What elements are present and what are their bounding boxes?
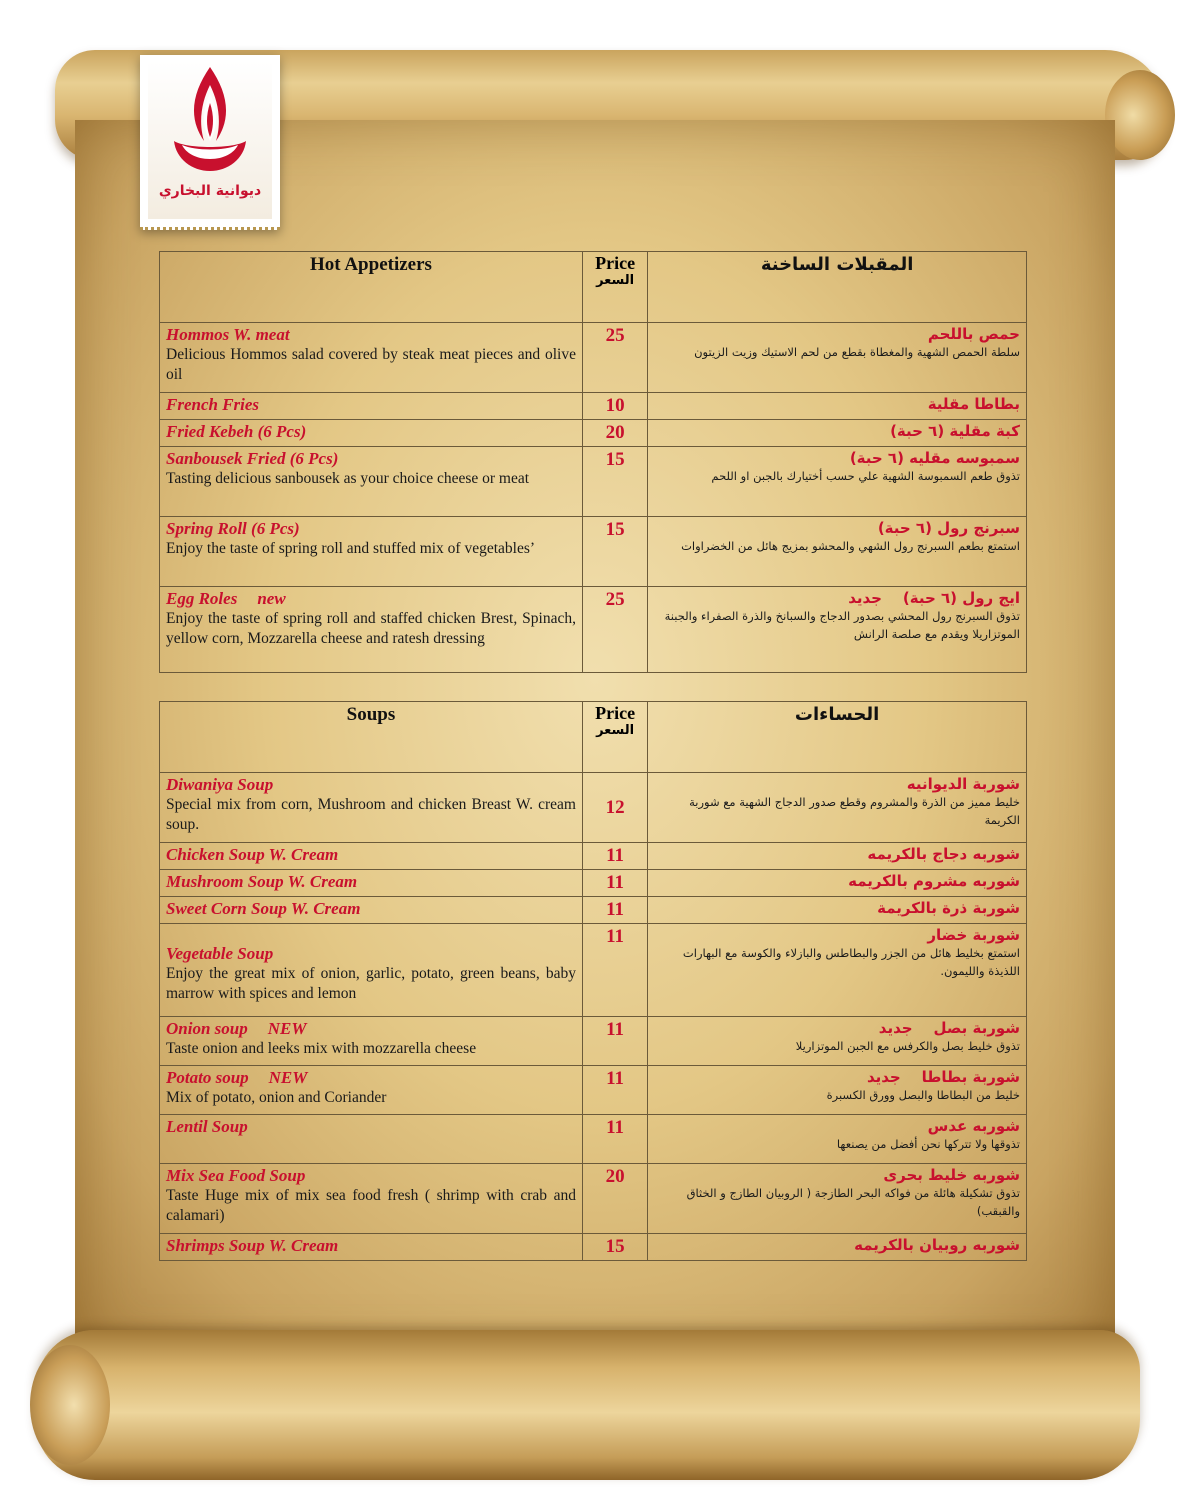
item-desc: Enjoy the great mix of onion, garlic, potato, green beans, baby marrow with spices and lemon bbox=[166, 965, 576, 1003]
item-name-ar-row bbox=[654, 589, 1020, 607]
new-badge-ar: جديد bbox=[866, 1068, 901, 1086]
item-desc: Enjoy the taste of spring roll and stuffed mix of vegetables’ bbox=[166, 540, 536, 557]
lamp-flame-icon bbox=[162, 63, 258, 183]
menu-item bbox=[160, 323, 1027, 393]
price-label: Price bbox=[595, 703, 636, 723]
item-name-ar: شوربة الديوانيه bbox=[906, 775, 1020, 793]
item-name: Shrimps Soup W. Cream bbox=[166, 1236, 339, 1255]
item-price: 11 bbox=[582, 897, 647, 924]
item-desc: Delicious Hommos salad covered by steak meat pieces and olive oil bbox=[166, 346, 576, 384]
item-desc: Mix of potato, onion and Coriander bbox=[166, 1089, 387, 1106]
menu-item bbox=[160, 843, 1027, 870]
item-name-ar: شوربه مشروم بالكريمه bbox=[848, 872, 1020, 890]
item-name-ar: سبرنج رول (٦ حبة) bbox=[877, 519, 1020, 537]
item-name-row bbox=[166, 1019, 576, 1039]
price-label: Price bbox=[595, 253, 636, 273]
item-name: Onion soup bbox=[166, 1019, 248, 1038]
item-desc-ar: تذوق تشكيلة هائلة من فواكه البحر الطازجة ( الروبيان الطازج و الخثاق والقبقب) bbox=[686, 1186, 1020, 1219]
item-name: Hommos W. meat bbox=[166, 325, 290, 344]
item-name-ar: شوربة بطاطا bbox=[921, 1068, 1020, 1086]
item-name-row bbox=[166, 1068, 576, 1088]
item-desc-ar: تذوق خليط بصل والكرفس مع الجبن الموتزاريلا bbox=[795, 1039, 1020, 1053]
item-price: 25 bbox=[582, 323, 647, 393]
menu-item bbox=[160, 420, 1027, 447]
item-price: 11 bbox=[582, 1115, 647, 1164]
new-badge-ar: جديد bbox=[848, 589, 882, 607]
item-name: Vegetable Soup bbox=[166, 944, 274, 963]
item-name-ar: شوربة ذرة بالكريمة bbox=[877, 899, 1020, 917]
item-name-ar: شوربة خضار bbox=[927, 926, 1020, 944]
scroll-bottom-roll bbox=[35, 1330, 1140, 1480]
item-name: Chicken Soup W. Cream bbox=[166, 845, 339, 864]
section-header bbox=[160, 252, 1027, 323]
item-price: 12 bbox=[582, 773, 647, 843]
item-name-ar: سمبوسه مقليه (٦ حبة) bbox=[849, 449, 1020, 467]
item-name: Spring Roll (6 Pcs) bbox=[166, 519, 300, 538]
item-price: 11 bbox=[582, 843, 647, 870]
menu-item bbox=[160, 924, 1027, 1017]
item-desc-ar: تذوق طعم السمبوسة الشهية علي حسب أختيارك بالجبن او اللحم bbox=[711, 469, 1020, 483]
item-desc-ar: خليط من البطاطا والبصل وورق الكسبرة bbox=[826, 1088, 1020, 1102]
new-badge: new bbox=[257, 589, 286, 608]
menu-item bbox=[160, 1017, 1027, 1066]
item-desc: Tasting delicious sanbousek as your choice cheese or meat bbox=[166, 470, 530, 487]
item-desc-ar: استمتع بطعم السبرنج رول الشهي والمحشو بمزيج هائل من الخضراوات bbox=[681, 539, 1020, 553]
menu-item bbox=[160, 897, 1027, 924]
new-badge-ar: جديد bbox=[878, 1019, 913, 1037]
item-desc-ar: استمتع بخليط هائل من الجزر والبطاطس والبازلاء والكوسة مع البهارات اللذيذة والليمون. bbox=[682, 946, 1020, 979]
menu-item bbox=[160, 447, 1027, 517]
section-header bbox=[160, 702, 1027, 773]
menu-item bbox=[160, 1234, 1027, 1261]
section-title-en: Hot Appetizers bbox=[160, 252, 583, 323]
item-name: Mushroom Soup W. Cream bbox=[166, 872, 358, 891]
item-name-ar: كبة مقلية (٦ حبة) bbox=[890, 422, 1020, 440]
hot-appetizers-table bbox=[159, 251, 1027, 673]
item-name-ar: شوربه روبيان بالكريمه bbox=[854, 1236, 1020, 1254]
menu-item bbox=[160, 1066, 1027, 1115]
item-name: Sanbousek Fried (6 Pcs) bbox=[166, 449, 339, 468]
item-name: Lentil Soup bbox=[166, 1117, 248, 1136]
item-name-ar: ايج رول (٦ حبة) bbox=[902, 589, 1020, 607]
item-name-ar: شوربة بصل bbox=[933, 1019, 1020, 1037]
item-name-ar: شوربه عدس bbox=[927, 1117, 1020, 1135]
menu-item bbox=[160, 517, 1027, 587]
item-name-row bbox=[166, 589, 576, 609]
item-name-ar: شوربه خليط بحرى bbox=[883, 1166, 1020, 1184]
menu-item bbox=[160, 773, 1027, 843]
menu-item bbox=[160, 870, 1027, 897]
section-title-ar: المقبلات الساخنة bbox=[648, 252, 1027, 323]
new-badge: NEW bbox=[268, 1068, 308, 1087]
item-name-ar: حمص باللحم bbox=[927, 325, 1020, 343]
item-price: 11 bbox=[582, 870, 647, 897]
item-desc: Taste Huge mix of mix sea food fresh ( shrimp with crab and calamari) bbox=[166, 1187, 576, 1225]
item-price: 20 bbox=[582, 420, 647, 447]
item-name: French Fries bbox=[166, 395, 260, 414]
item-name: Mix Sea Food Soup bbox=[166, 1166, 306, 1185]
item-desc: Taste onion and leeks mix with mozzarella cheese bbox=[166, 1040, 477, 1057]
item-price: 10 bbox=[582, 393, 647, 420]
item-price: 11 bbox=[582, 1066, 647, 1115]
logo-text: ديوانية البخاري bbox=[158, 183, 262, 199]
item-name: Egg Roles bbox=[166, 589, 238, 608]
item-price: 20 bbox=[582, 1164, 647, 1234]
price-header bbox=[582, 702, 647, 773]
item-desc-ar: خليط مميز من الذرة والمشروم وقطع صدور الدجاج الشهية مع شوربة الكريمة bbox=[689, 795, 1020, 828]
item-desc-ar: تذوق السبرنج رول المحشي بصدور الدجاج والسبانخ والذرة الصفراء والجبنة الموتزاريلا ويقدم مع صلصة الرانش bbox=[664, 609, 1020, 642]
item-name: Diwaniya Soup bbox=[166, 775, 274, 794]
menu-item bbox=[160, 1164, 1027, 1234]
item-name: Fried Kebeh (6 Pcs) bbox=[166, 422, 307, 441]
item-name-ar-row bbox=[654, 1019, 1020, 1037]
item-name: Potato soup bbox=[166, 1068, 249, 1087]
section-title-en: Soups bbox=[160, 702, 583, 773]
menu-item bbox=[160, 1115, 1027, 1164]
price-label-ar: السعر bbox=[596, 272, 635, 288]
brand-logo-tab bbox=[140, 55, 280, 230]
item-name-ar: شوربه دجاج بالكريمه bbox=[867, 845, 1020, 863]
price-header bbox=[582, 252, 647, 323]
item-desc-ar: سلطة الحمص الشهية والمغطاة بقطع من لحم الاستيك وزيت الزيتون bbox=[694, 345, 1020, 359]
price-label-ar: السعر bbox=[596, 722, 635, 738]
item-desc-ar: تذوقها ولا تتركها نحن أفضل من يصنعها bbox=[836, 1137, 1020, 1151]
item-desc: Enjoy the taste of spring roll and staffed chicken Brest, Spinach, yellow corn, Mozzarella cheese and ratesh dressing bbox=[166, 610, 576, 648]
item-price: 15 bbox=[582, 517, 647, 587]
menu-item bbox=[160, 393, 1027, 420]
item-name-ar: بطاطا مقلية bbox=[927, 395, 1020, 413]
item-price: 25 bbox=[582, 587, 647, 673]
item-price: 15 bbox=[582, 1234, 647, 1261]
item-price: 11 bbox=[582, 1017, 647, 1066]
item-price: 15 bbox=[582, 447, 647, 517]
soups-table bbox=[159, 701, 1027, 1261]
item-name: Sweet Corn Soup W. Cream bbox=[166, 899, 361, 918]
new-badge: NEW bbox=[267, 1019, 307, 1038]
item-price: 11 bbox=[582, 924, 647, 1017]
section-title-ar: الحساءات bbox=[648, 702, 1027, 773]
menu-item bbox=[160, 587, 1027, 673]
item-desc: Special mix from corn, Mushroom and chicken Breast W. cream soup. bbox=[166, 796, 576, 834]
item-name-ar-row bbox=[654, 1068, 1020, 1086]
